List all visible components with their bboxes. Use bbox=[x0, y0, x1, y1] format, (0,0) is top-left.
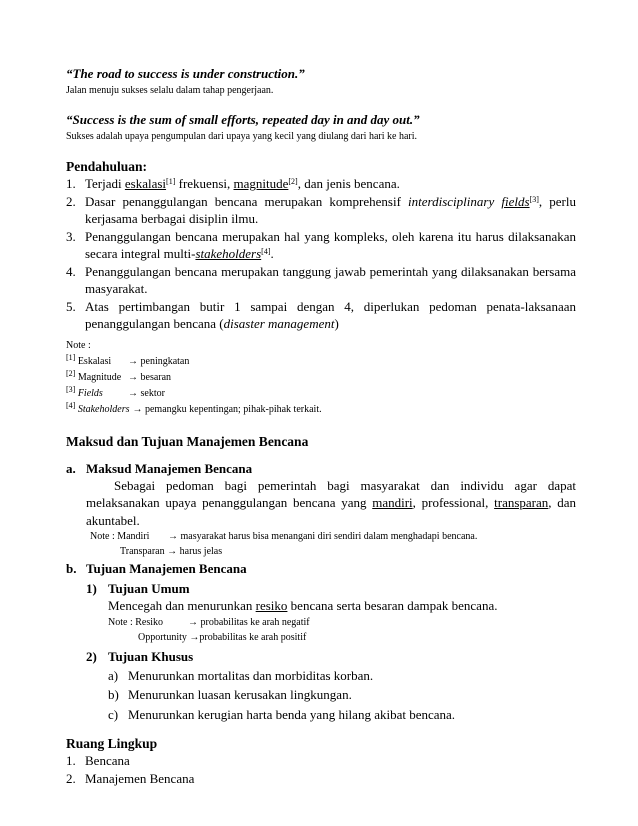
note-row bbox=[108, 630, 576, 645]
item-text: Bencana bbox=[85, 753, 130, 768]
note-row bbox=[108, 615, 576, 630]
item-number: 2. bbox=[66, 770, 76, 786]
list-item bbox=[108, 706, 576, 724]
footnote-ref-4: [4] bbox=[261, 247, 271, 256]
note-term: Stakeholders bbox=[77, 403, 130, 415]
note-def: sektor bbox=[140, 387, 165, 399]
tujuan-khusus bbox=[66, 648, 576, 724]
quote-2-text: “Success is the sum of small efforts, repeated day in and day out.” bbox=[66, 112, 420, 127]
intro-section bbox=[66, 158, 576, 333]
list-number: 3. bbox=[66, 228, 76, 244]
text: , professional, bbox=[412, 495, 495, 510]
arrow-icon: → bbox=[128, 387, 138, 399]
item-number: 1. bbox=[66, 753, 76, 768]
footnotes bbox=[66, 338, 576, 418]
maksud-heading: Maksud dan Tujuan Manajemen Bencana bbox=[66, 433, 309, 449]
note-row bbox=[66, 386, 576, 402]
maksud-section bbox=[66, 433, 576, 724]
tujuan-umum-title bbox=[86, 580, 576, 597]
section-a-note bbox=[66, 529, 576, 559]
note-def: probabilitas ke arah negatif bbox=[200, 616, 310, 628]
section-label: b. bbox=[66, 561, 77, 576]
arrow-icon: → bbox=[128, 355, 138, 367]
term-disaster-management: disaster management bbox=[223, 316, 335, 331]
subsection-title: Tujuan Umum bbox=[108, 581, 190, 596]
note-def: besaran bbox=[140, 371, 172, 383]
text: bencana serta besaran dampak bencana. bbox=[287, 598, 498, 613]
tujuan-khusus-title bbox=[86, 648, 576, 665]
arrow-icon: → bbox=[132, 403, 143, 415]
note-row bbox=[90, 544, 576, 559]
tujuan-umum bbox=[66, 580, 576, 645]
arrow-icon: → bbox=[128, 371, 138, 383]
item-text: Menurunkan kerugian harta benda yang hilang akibat bencana. bbox=[128, 706, 456, 722]
notes-title: Note : bbox=[66, 339, 91, 351]
tujuan-umum-text bbox=[86, 597, 576, 615]
note-term: Fields bbox=[77, 387, 103, 399]
note-term: Note : Resiko bbox=[108, 616, 163, 628]
note-term: Note : Mandiri bbox=[90, 531, 150, 542]
note-term: Eskalasi bbox=[77, 355, 112, 367]
list-number: 2. bbox=[66, 193, 76, 209]
intro-item-4 bbox=[66, 263, 576, 298]
intro-item-5 bbox=[66, 298, 576, 333]
text: Penanggulangan bencana merupakan hal yang kompleks, oleh karena itu harus dilaksanakan secara integral multi- bbox=[85, 228, 576, 261]
note-ref: [4] bbox=[66, 400, 76, 410]
text: Terjadi bbox=[85, 176, 125, 191]
term-mandiri: mandiri bbox=[372, 495, 413, 510]
section-title: Maksud Manajemen Bencana bbox=[86, 460, 253, 476]
item-text: Menurunkan mortalitas dan morbiditas korban. bbox=[128, 667, 374, 683]
section-a bbox=[66, 460, 576, 560]
tujuan-umum-note bbox=[86, 615, 576, 645]
note-def: peningkatan bbox=[140, 355, 190, 367]
term-fields: fields bbox=[501, 193, 530, 209]
text: Sebagai pedoman bagi pemerintah bagi masyarakat dan individu agar dapat melaksanakan upaya penanggulangan bencana yang bbox=[86, 477, 576, 510]
note-row bbox=[66, 354, 576, 370]
footnote-ref-3: [3] bbox=[529, 194, 539, 204]
text: Atas pertimbangan butir 1 sampai dengan 4, diperlukan pedoman penata-laksanaan penanggulangan bencana ( bbox=[85, 298, 576, 331]
text: . bbox=[270, 246, 274, 261]
ruang-heading: Ruang Lingkup bbox=[66, 736, 158, 751]
section-label: a. bbox=[66, 460, 76, 476]
quote-2 bbox=[66, 112, 576, 144]
quote-1 bbox=[66, 66, 576, 98]
intro-item-3 bbox=[66, 228, 576, 263]
text: , dan akuntabel. bbox=[86, 495, 576, 528]
note-def: pemangku kepentingan; pihak-pihak terkait. bbox=[144, 403, 322, 415]
list-number: 5. bbox=[66, 298, 76, 314]
text: frekuensi, bbox=[175, 176, 234, 191]
item-text: Menurunkan luasan kerusakan lingkungan. bbox=[128, 687, 352, 702]
arrow-icon: → bbox=[167, 546, 178, 557]
note-row bbox=[66, 402, 576, 418]
text: , dan jenis bencana. bbox=[297, 176, 400, 191]
item-number: 2) bbox=[86, 648, 97, 664]
note-term: Opportunity bbox=[138, 631, 187, 643]
term-interdisciplinary: interdisciplinary bbox=[408, 193, 495, 209]
note-def: probabilitas ke arah positif bbox=[199, 631, 307, 643]
text: ) bbox=[334, 316, 339, 331]
list-item bbox=[66, 752, 576, 770]
term-resiko: resiko bbox=[255, 598, 288, 613]
text: Dasar penanggulangan bencana merupakan komprehensif bbox=[85, 193, 409, 209]
note-row bbox=[66, 370, 576, 386]
item-number: c) bbox=[108, 706, 119, 722]
note-ref: [2] bbox=[66, 368, 76, 378]
document-page bbox=[66, 66, 576, 787]
intro-item-2 bbox=[66, 193, 576, 228]
note-ref: [3] bbox=[66, 384, 76, 394]
footnote-ref-2: [2] bbox=[288, 177, 298, 186]
list-number: 4. bbox=[66, 263, 76, 279]
note-term: Transparan bbox=[120, 546, 165, 557]
list-number: 1. bbox=[66, 176, 76, 191]
term-stakeholders: stakeholders bbox=[195, 246, 262, 261]
term-eskalasi: eskalasi bbox=[124, 176, 167, 191]
list-item bbox=[108, 686, 576, 704]
section-b-title bbox=[66, 560, 576, 577]
ruang-section bbox=[66, 735, 576, 787]
arrow-icon: → bbox=[168, 531, 178, 542]
text: , perlu kerjasama berbagai disiplin ilmu. bbox=[85, 193, 576, 226]
list-item bbox=[66, 770, 576, 788]
note-ref: [1] bbox=[66, 352, 76, 362]
intro-list bbox=[66, 175, 576, 333]
note-row bbox=[90, 529, 576, 544]
list-item bbox=[108, 667, 576, 685]
note-def: masyarakat harus bisa menangani diri sendiri dalam menghadapi bencana. bbox=[180, 531, 478, 542]
text: Mencegah dan menurunkan bbox=[108, 598, 256, 613]
quote-1-text: “The road to success is under construction.” bbox=[66, 66, 305, 81]
section-b bbox=[66, 560, 576, 723]
quote-1-translation: Jalan menuju sukses selalu dalam tahap pengerjaan. bbox=[66, 85, 274, 96]
intro-heading: Pendahuluan: bbox=[66, 159, 148, 174]
subsection-title: Tujuan Khusus bbox=[108, 648, 194, 664]
item-number: 1) bbox=[86, 581, 97, 596]
footnote-ref-1: [1] bbox=[166, 177, 176, 186]
note-def: harus jelas bbox=[179, 546, 223, 557]
intro-item-1 bbox=[66, 175, 576, 193]
item-number: b) bbox=[108, 687, 119, 702]
arrow-icon: → bbox=[189, 631, 200, 643]
section-title: Tujuan Manajemen Bencana bbox=[86, 561, 247, 576]
term-magnitude: magnitude bbox=[233, 176, 289, 191]
arrow-icon: → bbox=[188, 616, 198, 628]
text: Penanggulangan bencana merupakan tanggung jawab pemerintah yang dilaksanakan bersama masyarakat. bbox=[85, 263, 576, 296]
tujuan-khusus-list bbox=[86, 667, 576, 724]
item-text: Manajemen Bencana bbox=[85, 770, 195, 786]
quote-2-translation: Sukses adalah upaya pengumpulan dari upaya yang kecil yang diulang dari hari ke hari. bbox=[66, 131, 417, 142]
item-number: a) bbox=[108, 667, 119, 683]
section-a-paragraph bbox=[66, 477, 576, 530]
term-transparan: transparan bbox=[494, 495, 549, 510]
section-a-title bbox=[66, 460, 576, 477]
note-term: Magnitude bbox=[77, 371, 122, 383]
